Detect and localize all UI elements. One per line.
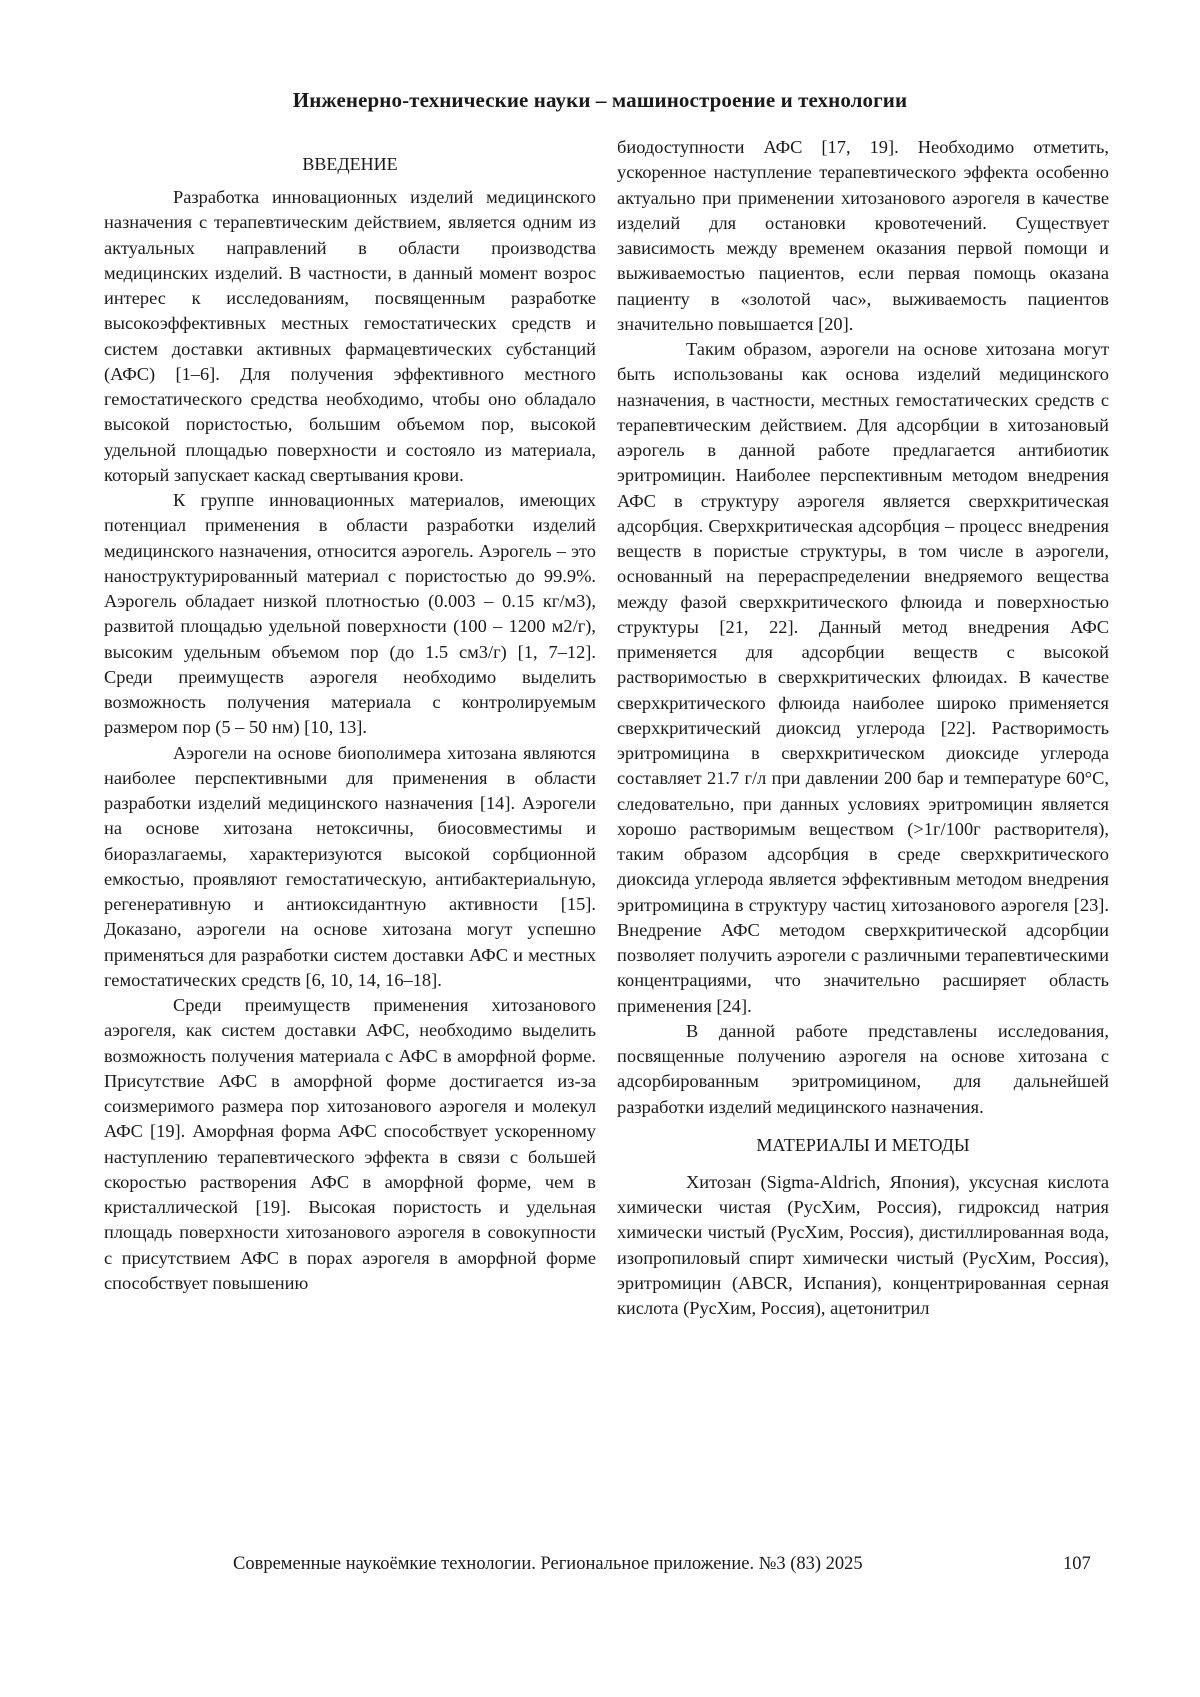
paragraph: Хитозан (Sigma-Aldrich, Япония), уксусная кислота химически чистая (РусХим, Россия), гидроксид натрия химически чистый (РусХим, Россия), дистиллированная вода, изопропиловый спирт химически чистый (РусХим, Россия), эритромицин (ABCR, Испания), концентрированная серная кислота (РусХим, Россия), ацетонитрил <box>617 1171 1109 1318</box>
footer-journal-title: Современные наукоёмкие технологии. Региональное приложение. №3 (83) 2025 <box>233 1554 863 1574</box>
page-number: 107 <box>1063 1554 1091 1574</box>
left-column <box>104 152 596 1296</box>
running-header: Инженерно-технические науки – машиностроение и технологии <box>292 88 908 112</box>
paragraph: Таким образом, аэрогели на основе хитозана могут быть использованы как основа изделий медицинского назначения, в частности, местных гемостатических средств с терапевтическим действием. Для адсорбции в хитозановый аэрогель в данной работе предлагается антибиотик эритромицин. Наиболее перспективным методом внедрения АФС в структуру аэрогеля является сверхкритическая адсорбция. Сверхкритическая адсорбция – процесс внедрения веществ в пористые структуры, в том числе в аэрогели, основанный на перераспределении внедряемого вещества между фазой сверхкритического флюида и поверхностью структуры [21, 22]. Данный метод внедрения АФС применяется для адсорбции веществ с высокой растворимостью в сверхкритических флюидах. В качестве сверхкритического флюида наиболее широко применяется сверхкритический диоксид углерода [22]. Растворимость эритромицина в сверхкритическом диоксиде углерода составляет 21.7 г/л при давлении 200 бар и температуре 60°С, следовательно, при данных условиях эритромицин является хорошо растворимым веществом (>1г/100г растворителя), таким образом адсорбция в среде сверхкритического диоксида углерода является эффективным методом внедрения эритромицина в структуру частиц хитозанового аэрогеля [23]. Внедрение АФС методом сверхкритической адсорбции позволяет получить аэрогели с различными терапевтическими концентрациями, что значительно расширяет область применения [24]. <box>617 339 1109 1016</box>
paragraph: В данной работе представлены исследования, посвященные получению аэрогеля на основе хитозана с адсорбированным эритромицином, для дальнейшей разработки изделий медицинского назначения. <box>617 1020 1109 1117</box>
section-heading-introduction: ВВЕДЕНИЕ <box>302 154 398 174</box>
paragraph: К группе инновационных материалов, имеющих потенциал применения в области разработки изделий медицинского назначения, относится аэрогель. Аэрогель – это наноструктурированный материал с пористостью до 99.9%. Аэрогель обладает низкой плотностью (0.003 – 0.15 кг/м3), развитой площадью удельной поверхности (100 – 1200 м2/г), высоким удельным объемом пор (до 1.5 см3/г) [1, 7–12]. Среди преимуществ аэрогеля необходимо выделить возможность получения материала с контролируемым размером пор (5 – 50 нм) [10, 13]. <box>104 490 596 738</box>
paragraph: Среди преимуществ применения хитозанового аэрогеля, как систем доставки АФС, необходимо выделить возможность получения материала с АФС в аморфной форме. Присутствие АФС в аморфной форме достигается из-за соизмеримого размера пор хитозанового аэрогеля и молекул АФС [19]. Аморфная форма АФС способствует ускоренному наступлению терапевтического эффекта в связи с большей скоростью растворения АФС в аморфной форме, чем в кристаллической [19]. Высокая пористость и удельная площадь поверхности хитозанового аэрогеля в совокупности с присутствием АФС в порах аэрогеля в аморфной форме способствует повышению <box>104 995 596 1293</box>
right-column <box>617 135 1109 1321</box>
section-heading-materials-methods: МАТЕРИАЛЫ И МЕТОДЫ <box>756 1134 970 1155</box>
paragraph: Аэрогели на основе биополимера хитозана являются наиболее перспективными для применения в области разработки изделий медицинского назначения [14]. Аэрогели на основе хитозана нетоксичны, биосовместимы и биоразлагаемы, характеризуются высокой сорбционной емкостью, проявляют гемостатическую, антибактериальную, регенеративную и антиоксидантную активности [15]. Доказано, аэрогели на основе хитозана могут успешно применяться для разработки систем доставки АФС и местных гемостатических средств [6, 10, 14, 16–18]. <box>104 742 596 990</box>
paragraph: Разработка инновационных изделий медицинского назначения с терапевтическим действием, является одним из актуальных направлений в области производства медицинских изделий. В частности, в данный момент возрос интерес к исследованиям, посвященным разработке высокоэффективных местных гемостатических средств и систем доставки активных фармацевтических субстанций (АФС) [1–6]. Для получения эффективного местного гемостатического средства необходимо, чтобы оно обладало высокой пористостью, большим объемом пор, высокой удельной площадью поверхности и состояло из материала, который запускает каскад свертывания крови. <box>104 187 596 485</box>
continued-paragraph: биодоступности АФС [17, 19]. Необходимо отметить, ускоренное наступление терапевтического эффекта особенно актуально при применении хитозанового аэрогеля в качестве изделий для остановки кровотечений. Существует зависимость между временем оказания первой помощи и выживаемостью пациентов, если первая помощь оказана пациенту в «золотой час», выживаемость пациентов значительно повышается [20]. <box>617 137 1109 334</box>
